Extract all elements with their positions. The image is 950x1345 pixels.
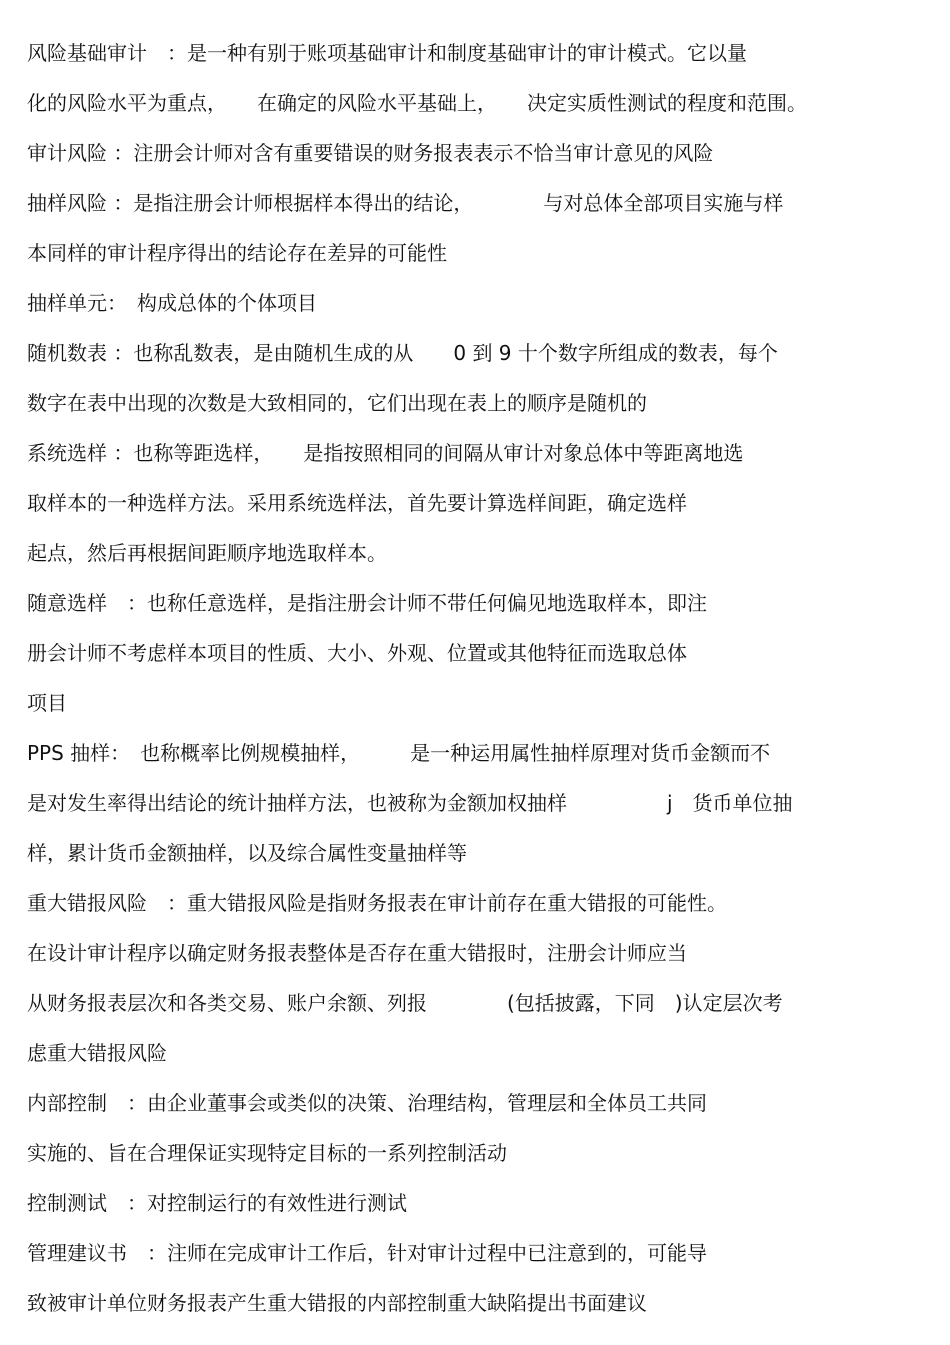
text-line: 重大错报风险 ：重大错报风险是指财务报表在审计前存在重大错报的可能性。 <box>27 891 727 915</box>
text-line: 数字在表中出现的次数是大致相同的，它们出现在表上的顺序是随机的 <box>27 391 647 415</box>
text-line: 在设计审计程序以确定财务报表整体是否存在重大错报时，注册会计师应当 <box>27 941 687 965</box>
text-line: 取样本的一种选样方法。采用系统选样法，首先要计算选样间距，确定选样 <box>27 491 687 515</box>
text-line: 项目 <box>27 691 67 715</box>
text-line: 起点，然后再根据间距顺序地选取样本。 <box>27 541 387 565</box>
text-line: 内部控制 ：由企业董事会或类似的决策、治理结构，管理层和全体员工共同 <box>27 1091 707 1115</box>
text-line: 系统选样 ：也称等距选样， 是指按照相同的间隔从审计对象总体中等距离地选 <box>27 441 744 465</box>
text-line: 抽样风险 ：是指注册会计师根据样本得出的结论， 与对总体全部项目实施与样 <box>27 191 784 215</box>
text-line: 随机数表 ：也称乱数表，是由随机生成的从 0 到 9 十个数字所组成的数表，每个 <box>27 341 778 365</box>
text-line: 抽样单元： 构成总体的个体项目 <box>27 291 317 315</box>
text-line: 册会计师不考虑样本项目的性质、大小、外观、位置或其他特征而选取总体 <box>27 641 687 665</box>
text-line: PPS 抽样： 也称概率比例规模抽样， 是一种运用属性抽样原理对货币金额而不 <box>27 741 771 765</box>
text-line: 管理建议书 ：注师在完成审计工作后，针对审计过程中已注意到的，可能导 <box>27 1241 707 1265</box>
text-line: 样，累计货币金额抽样，以及综合属性变量抽样等 <box>27 841 467 865</box>
text-line: 是对发生率得出结论的统计抽样方法，也被称为金额加权抽样 j 货币单位抽 <box>27 791 793 815</box>
text-line: 风险基础审计 ：是一种有别于账项基础审计和制度基础审计的审计模式。它以量 <box>27 41 747 65</box>
text-line: 化的风险水平为重点， 在确定的风险水平基础上， 决定实质性测试的程度和范围。 <box>27 91 807 115</box>
text-line: 实施的、旨在合理保证实现特定目标的一系列控制活动 <box>27 1141 507 1165</box>
text-line: 虑重大错报风险 <box>27 1041 167 1065</box>
text-line: 审计风险 ：注册会计师对含有重要错误的财务报表表示不恰当审计意见的风险 <box>27 141 714 165</box>
text-line: 致被审计单位财务报表产生重大错报的内部控制重大缺陷提出书面建议 <box>27 1291 647 1315</box>
text-line: 随意选样 ：也称任意选样，是指注册会计师不带任何偏见地选取样本，即注 <box>27 591 707 615</box>
text-line: 控制测试 ：对控制运行的有效性进行测试 <box>27 1191 407 1215</box>
text-line: 从财务报表层次和各类交易、账户余额、列报 (包括披露，下同 )认定层次考 <box>27 991 783 1015</box>
text-line: 本同样的审计程序得出的结论存在差异的可能性 <box>27 241 447 265</box>
